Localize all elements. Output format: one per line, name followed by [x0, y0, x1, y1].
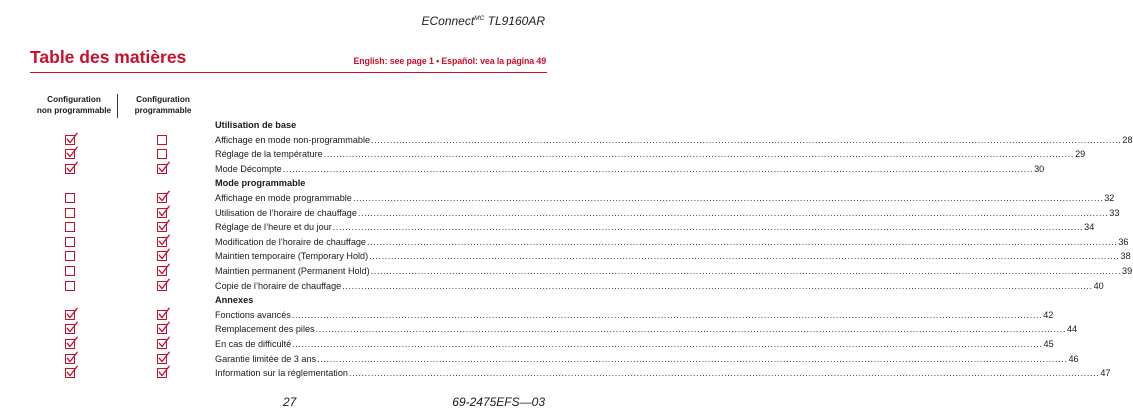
toc-entry-title: Remplacement des piles: [215, 324, 315, 335]
toc-entry: [0, 279, 1104, 294]
toc-entry: [0, 322, 1078, 337]
column-header-line: non programmable: [36, 106, 112, 115]
dot-leader: ................................................................................................................................................................................................................................................: [357, 207, 1109, 218]
checked-checkbox-icon: [157, 339, 167, 349]
toc-entry: [0, 249, 1131, 264]
toc-entry-line: [215, 279, 1104, 294]
checked-checkbox-icon: [157, 222, 167, 232]
checked-checkbox-icon: [157, 324, 167, 334]
dot-leader: ................................................................................................................................................................................................................................................: [317, 353, 1068, 364]
title-rule: [30, 72, 547, 73]
toc-entry-page: 30: [1034, 163, 1045, 174]
empty-checkbox-icon: [65, 251, 75, 261]
toc-entry-title: Maintien temporaire (Temporary Hold): [215, 251, 369, 262]
column-header-non-programmable: [35, 94, 113, 116]
product-model: TL9160AR: [487, 14, 545, 28]
toc-entry-title: Copie de l’horaire de chauffage: [215, 280, 342, 291]
checked-checkbox-icon: [157, 310, 167, 320]
checked-checkbox-icon: [65, 135, 75, 145]
toc-entry-page: 38: [1120, 251, 1131, 262]
toc-entry-title: Garantie limitée de 3 ans: [215, 353, 317, 364]
toc-entry-line: [215, 366, 1111, 381]
toc-section-title: Annexes: [215, 295, 254, 306]
column-header-line: Configuration: [136, 95, 190, 104]
dot-leader: ................................................................................................................................................................................................................................................: [292, 338, 1043, 349]
toc-entry: [0, 220, 1095, 235]
toc-entry: [0, 147, 1086, 162]
dot-leader: ................................................................................................................................................................................................................................................: [348, 368, 1100, 379]
dot-leader: ................................................................................................................................................................................................................................................: [342, 280, 1093, 291]
toc-entry-page: 46: [1068, 353, 1079, 364]
toc-entry-line: [215, 133, 1133, 148]
toc-entry-line: [215, 249, 1131, 264]
toc-section-header: [0, 118, 577, 133]
toc-entry-title: En cas de difficulté: [215, 338, 292, 349]
toc-list: [0, 118, 1133, 381]
toc-entry-title: Modification de l’horaire de chauffage: [215, 236, 366, 247]
toc-entry-title: Affichage en mode programmable: [215, 192, 352, 203]
toc-entry-line: [215, 264, 1133, 279]
toc-entry-page: 34: [1084, 222, 1095, 233]
toc-entry-line: [215, 191, 1115, 206]
empty-checkbox-icon: [65, 222, 75, 232]
toc-entry-page: 39: [1122, 265, 1133, 276]
checked-checkbox-icon: [157, 208, 167, 218]
checked-checkbox-icon: [157, 281, 167, 291]
toc-section-title: Mode programmable: [215, 178, 306, 189]
column-header-line: Configuration: [47, 95, 101, 104]
toc-entry: [0, 366, 1111, 381]
toc-entry: [0, 235, 1129, 250]
checked-checkbox-icon: [65, 339, 75, 349]
toc-entry-page: 32: [1104, 192, 1115, 203]
toc-entry-page: 33: [1109, 207, 1120, 218]
toc-entry-line: [215, 352, 1079, 367]
toc-entry-page: 44: [1066, 324, 1078, 335]
toc-entry: [0, 337, 1054, 352]
toc-entry-page: 47: [1100, 368, 1111, 379]
dot-leader: ................................................................................................................................................................................................................................................: [371, 134, 1122, 145]
toc-section-header: [0, 293, 577, 308]
toc-section-title: Utilisation de base: [215, 120, 297, 130]
product-superscript: MC: [474, 15, 485, 22]
toc-entry-page: 42: [1043, 309, 1054, 320]
dot-leader: ................................................................................................................................................................................................................................................: [332, 222, 1084, 233]
toc-section-line: [215, 293, 530, 308]
dot-leader: ................................................................................................................................................................................................................................................: [367, 236, 1118, 247]
page-number: 27: [283, 395, 297, 409]
document-number: 69-2475EFS—03: [452, 395, 545, 409]
toc-entry: [0, 133, 1133, 148]
checked-checkbox-icon: [157, 354, 167, 364]
dot-leader: ................................................................................................................................................................................................................................................: [282, 163, 1034, 174]
toc-entry: [0, 162, 1045, 177]
toc-entry: [0, 264, 1133, 279]
toc-entry-title: Réglage de l’heure et du jour: [215, 222, 332, 233]
toc-entry-page: 45: [1043, 338, 1054, 349]
toc-entry-page: 28: [1122, 134, 1133, 145]
checked-checkbox-icon: [65, 149, 75, 159]
toc-entry-title: Information sur la réglementation: [215, 368, 348, 379]
toc-entry-title: Mode Décompte: [215, 163, 282, 174]
empty-checkbox-icon: [65, 193, 75, 203]
dot-leader: ................................................................................................................................................................................................................................................: [291, 309, 1043, 320]
checked-checkbox-icon: [65, 324, 75, 334]
column-header-line: programmable: [134, 106, 192, 115]
toc-section-line: [215, 118, 530, 133]
empty-checkbox-icon: [65, 237, 75, 247]
toc-entry: [0, 206, 1120, 221]
toc-entry: [0, 308, 1054, 323]
empty-checkbox-icon: [157, 135, 167, 145]
product-prefix: EConnect: [421, 14, 475, 28]
toc-entry: [0, 352, 1079, 367]
checked-checkbox-icon: [157, 368, 167, 378]
toc-entry-line: [215, 147, 1086, 162]
checked-checkbox-icon: [65, 164, 75, 174]
toc-entry-line: [215, 235, 1129, 250]
dot-leader: ................................................................................................................................................................................................................................................: [370, 265, 1122, 276]
empty-checkbox-icon: [65, 208, 75, 218]
toc-entry-line: [215, 337, 1054, 352]
toc-section-header: [0, 176, 577, 191]
product-name: [421, 14, 545, 28]
toc-entry-page: 29: [1075, 149, 1086, 160]
dot-leader: ................................................................................................................................................................................................................................................: [315, 324, 1066, 335]
toc-entry-title: Maintien permanent (Permanent Hold): [215, 265, 370, 276]
toc-entry-line: [215, 308, 1054, 323]
checked-checkbox-icon: [157, 266, 167, 276]
empty-checkbox-icon: [65, 281, 75, 291]
dot-leader: ................................................................................................................................................................................................................................................: [369, 251, 1120, 262]
toc-entry: [0, 191, 1115, 206]
dot-leader: ................................................................................................................................................................................................................................................: [352, 192, 1104, 203]
dot-leader: ................................................................................................................................................................................................................................................: [323, 149, 1075, 160]
checked-checkbox-icon: [65, 368, 75, 378]
empty-checkbox-icon: [157, 149, 167, 159]
toc-section-line: [215, 176, 530, 191]
toc-entry-page: 40: [1093, 280, 1104, 291]
checked-checkbox-icon: [157, 237, 167, 247]
toc-entry-title: Fonctions avancés: [215, 309, 291, 320]
checked-checkbox-icon: [65, 354, 75, 364]
empty-checkbox-icon: [65, 266, 75, 276]
column-header-programmable: [123, 94, 203, 116]
checked-checkbox-icon: [157, 251, 167, 261]
toc-entry-title: Utilisation de l’horaire de chauffage: [215, 207, 357, 218]
checked-checkbox-icon: [157, 164, 167, 174]
toc-entry-title: Réglage de la température: [215, 149, 323, 160]
toc-entry-line: [215, 162, 1045, 177]
page-title: Table des matières: [30, 47, 187, 67]
toc-entry-line: [215, 206, 1120, 221]
toc-entry-line: [215, 220, 1095, 235]
toc-entry-line: [215, 322, 1078, 337]
toc-entry-title: Affichage en mode non-programmable: [215, 134, 371, 145]
checked-checkbox-icon: [157, 193, 167, 203]
language-note: English: see page 1 • Español: vea la página 49: [353, 56, 546, 66]
checked-checkbox-icon: [65, 310, 75, 320]
toc-entry-page: 36: [1118, 236, 1129, 247]
column-divider: [117, 94, 118, 118]
